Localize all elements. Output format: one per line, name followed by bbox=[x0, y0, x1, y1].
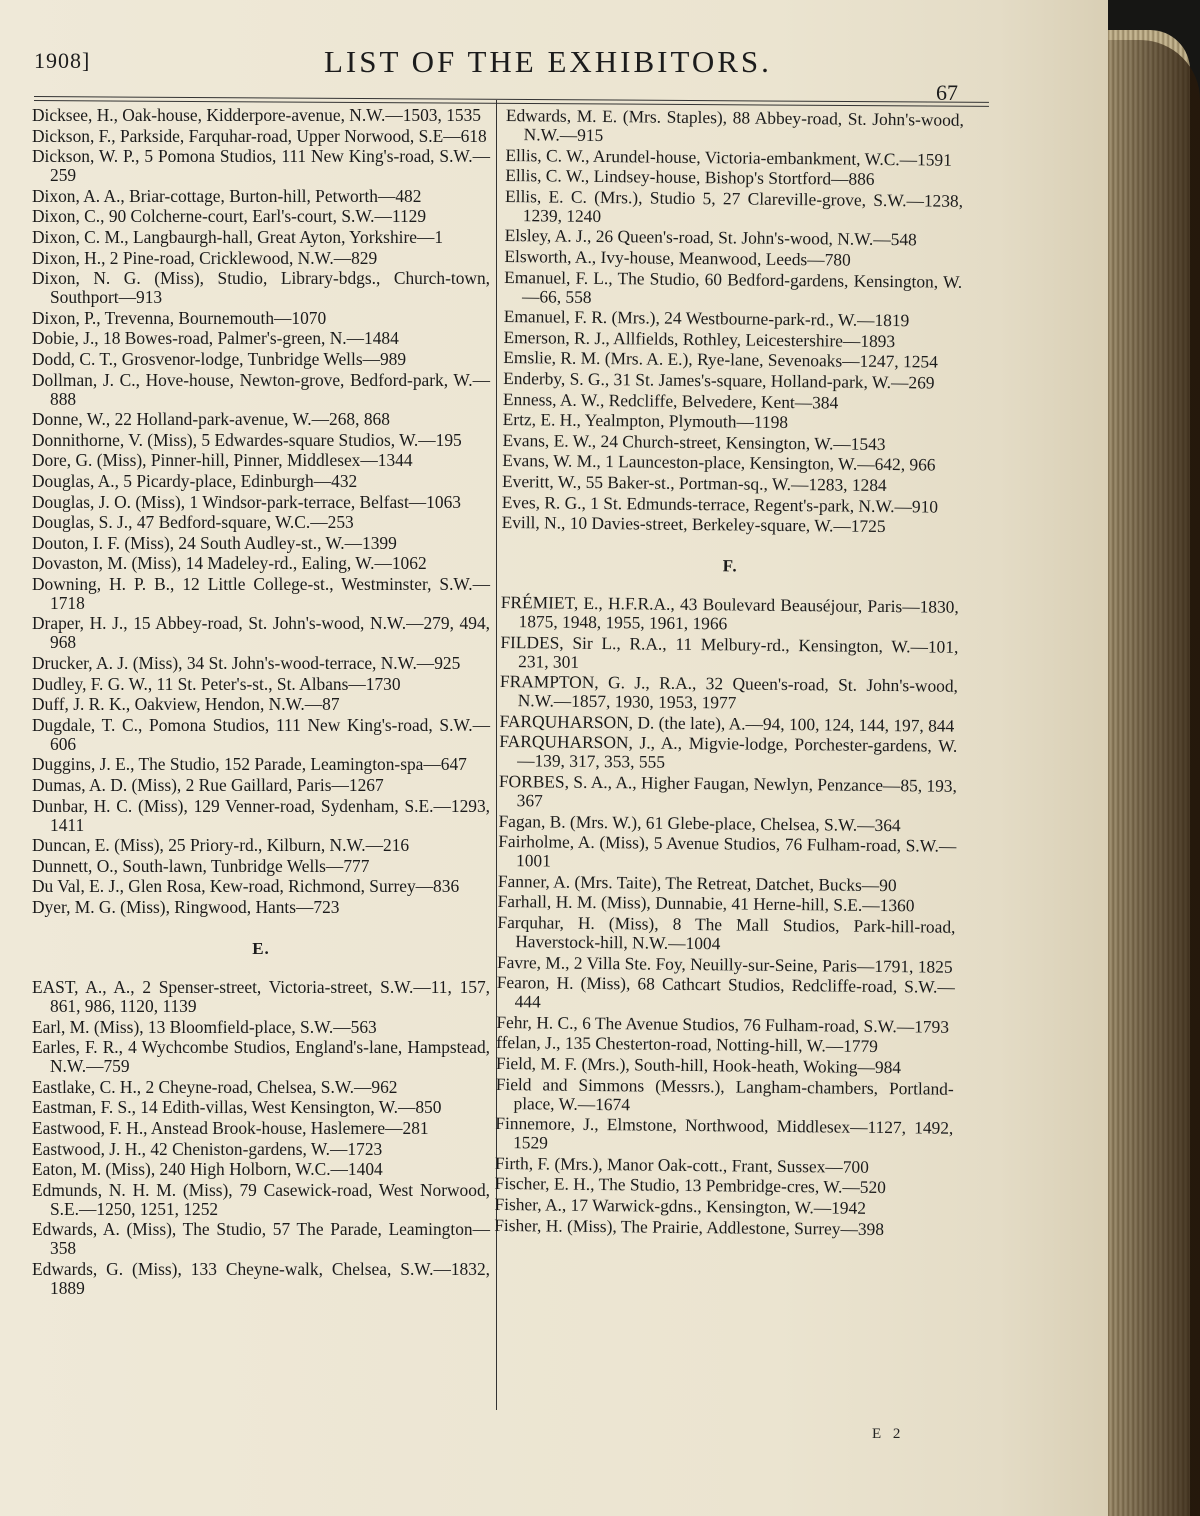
exhibitor-entry: Dunnett, O., South-lawn, Tunbridge Wells—777 bbox=[32, 855, 370, 876]
exhibitor-entry: Dobie, J., 18 Bowes-road, Palmer's-green, N.—1484 bbox=[32, 328, 399, 349]
header-year: 1908] bbox=[34, 48, 91, 73]
exhibitor-entry: Edwards, M. E. (Mrs. Staples), 88 Abbey-road, St. John's-wood, N.W.—915 bbox=[505, 105, 964, 146]
exhibitor-entry: FARQUHARSON, J., A., Migvie-lodge, Porchester-gardens, W.—139, 317, 353, 555 bbox=[499, 731, 958, 773]
exhibitor-entry: Ellis, C. W., Arundel-house, Victoria-embankment, W.C.—1591 bbox=[505, 144, 952, 170]
section-heading-f: F. bbox=[722, 556, 738, 576]
exhibitor-list-f bbox=[494, 593, 959, 1239]
exhibitor-entry: Everitt, W., 55 Baker-st., Portman-sq., W.—1283, 1284 bbox=[501, 470, 887, 495]
exhibitor-entry: FARQUHARSON, D. (the late), A.—94, 100, 124, 144, 197, 844 bbox=[499, 710, 955, 736]
exhibitor-entry: Duggins, J. E., The Studio, 152 Parade, Leamington-spa—647 bbox=[32, 754, 467, 775]
exhibitor-entry: Ertz, E. H., Yealmpton, Plymouth—1198 bbox=[502, 409, 789, 433]
exhibitor-entry: Finnemore, J., Elmstone, Northwood, Middlesex—1127, 1492, 1529 bbox=[495, 1113, 954, 1153]
exhibitor-entry: Dore, G. (Miss), Pinner-hill, Pinner, Middlesex—1344 bbox=[32, 450, 413, 471]
exhibitor-entry: Dovaston, M. (Miss), 14 Madeley-rd., Ealing, W.—1062 bbox=[32, 553, 427, 574]
signature-mark: E 2 bbox=[872, 1426, 905, 1442]
exhibitor-entry: FRÉMIET, E., H.F.R.A., 43 Boulevard Beauséjour, Paris—1830, 1875, 1948, 1955, 1961, 1966 bbox=[500, 592, 959, 634]
exhibitor-entry: Ellis, E. C. (Mrs.), Studio 5, 27 Clareville-grove, S.W.—1238, 1239, 1240 bbox=[504, 185, 964, 226]
exhibitor-entry: Eastman, F. S., 14 Edith-villas, West Kensington, W.—850 bbox=[32, 1097, 442, 1118]
exhibitor-entry: Farhall, H. M. (Miss), Dunnabie, 41 Herne-hill, S.E.—1360 bbox=[497, 891, 915, 916]
exhibitor-entry: Fischer, E. H., The Studio, 13 Pembridge-cres, W.—520 bbox=[494, 1173, 887, 1198]
exhibitor-entry: Dixon, N. G. (Miss), Studio, Library-bdgs., Church-town, Southport—913 bbox=[32, 268, 490, 308]
exhibitor-entry: Eastlake, C. H., 2 Cheyne-road, Chelsea, S.W.—962 bbox=[32, 1076, 398, 1097]
exhibitor-entry: Dixon, C. M., Langbaurgh-hall, Great Ayton, Yorkshire—1 bbox=[32, 226, 444, 247]
exhibitor-entry: Douglas, J. O. (Miss), 1 Windsor-park-terrace, Belfast—1063 bbox=[32, 491, 461, 512]
exhibitor-entry: Fisher, H. (Miss), The Prairie, Addlestone, Surrey—398 bbox=[494, 1214, 885, 1239]
exhibitor-entry: Emerson, R. J., Allfields, Rothley, Leicestershire—1893 bbox=[503, 326, 896, 351]
exhibitor-entry: Downing, H. P. B., 12 Little College-st., Westminster, S.W.—1718 bbox=[32, 573, 490, 613]
exhibitor-entry: ffelan, J., 135 Chesterton-road, Notting-hill, W.—1779 bbox=[496, 1032, 879, 1057]
exhibitor-entry: Emanuel, F. L., The Studio, 60 Bedford-gardens, Kensington, W.—66, 558 bbox=[504, 266, 963, 307]
exhibitor-entry: Donnithorne, V. (Miss), 5 Edwardes-square Studios, W.—195 bbox=[32, 429, 462, 450]
exhibitor-entry: Duff, J. R. K., Oakview, Hendon, N.W.—87 bbox=[32, 694, 340, 715]
exhibitor-entry: Fanner, A. (Mrs. Taite), The Retreat, Datchet, Bucks—90 bbox=[497, 870, 897, 895]
exhibitor-entry: Fairholme, A. (Miss), 5 Avenue Studios, 76 Fulham-road, S.W.—1001 bbox=[498, 831, 957, 871]
exhibitor-entry: Evans, E. W., 24 Church-street, Kensington, W.—1543 bbox=[502, 429, 886, 454]
exhibitor-entry: Eastwood, J. H., 42 Cheniston-gardens, W.—1723 bbox=[32, 1138, 383, 1159]
exhibitor-entry: Dickson, F., Parkside, Farquhar-road, Upper Norwood, S.E—618 bbox=[32, 125, 487, 146]
exhibitor-entry: Dyer, M. G. (Miss), Ringwood, Hants—723 bbox=[32, 897, 340, 917]
exhibitor-entry: Evill, N., 10 Davies-street, Berkeley-square, W.—1725 bbox=[501, 512, 886, 537]
book-spine-shadow bbox=[1100, 40, 1200, 1516]
exhibitor-entry: Evans, W. M., 1 Launceston-place, Kensington, W.—642, 966 bbox=[502, 450, 936, 475]
exhibitor-entry: FILDES, Sir L., R.A., 11 Melbury-rd., Kensington, W.—101, 231, 301 bbox=[500, 631, 959, 672]
exhibitor-entry: Elsworth, A., Ivy-house, Meanwood, Leeds—780 bbox=[504, 245, 851, 270]
exhibitor-entry: Enness, A. W., Redcliffe, Belvedere, Kent—384 bbox=[502, 388, 839, 413]
exhibitor-entry: Favre, M., 2 Villa Ste. Foy, Neuilly-sur-Seine, Paris—1791, 1825 bbox=[496, 951, 953, 977]
exhibitor-entry: Dudley, F. G. W., 11 St. Peter's-st., St. Albans—1730 bbox=[32, 673, 401, 694]
exhibitor-list-e bbox=[32, 978, 490, 1298]
exhibitor-entry: Donne, W., 22 Holland-park-avenue, W.—268, 868 bbox=[32, 409, 390, 430]
exhibitor-entry: Earl, M. (Miss), 13 Bloomfield-place, S.W.—563 bbox=[32, 1016, 377, 1037]
exhibitor-entry: Dugdale, T. C., Pomona Studios, 111 New King's-road, S.W.—606 bbox=[32, 714, 490, 754]
exhibitor-entry: Eaton, M. (Miss), 240 High Holborn, W.C.—1404 bbox=[32, 1159, 383, 1180]
exhibitor-entry: Edwards, G. (Miss), 133 Cheyne-walk, Chelsea, S.W.—1832, 1889 bbox=[32, 1258, 490, 1298]
section-heading-e: E. bbox=[252, 939, 270, 958]
exhibitor-list-e-continued bbox=[502, 106, 964, 537]
exhibitor-entry: Fisher, A., 17 Warwick-gdns., Kensington, W.—1942 bbox=[494, 1193, 867, 1218]
exhibitor-entry: Du Val, E. J., Glen Rosa, Kew-road, Richmond, Surrey—836 bbox=[32, 876, 460, 897]
exhibitor-entry: Dicksee, H., Oak-house, Kidderpore-avenue, N.W.—1503, 1535 bbox=[32, 105, 481, 125]
exhibitor-entry: Duncan, E. (Miss), 25 Priory-rd., Kilburn, N.W.—216 bbox=[32, 835, 410, 856]
exhibitor-list-d bbox=[32, 106, 490, 917]
exhibitor-entry: Dodd, C. T., Grosvenor-lodge, Tunbridge Wells—989 bbox=[32, 348, 407, 369]
exhibitor-entry: Fagan, B. (Mrs. W.), 61 Glebe-place, Chelsea, S.W.—364 bbox=[498, 810, 901, 835]
exhibitor-entry: Dollman, J. C., Hove-house, Newton-grove, Bedford-park, W.—888 bbox=[32, 369, 490, 409]
exhibitor-entry: Eastwood, F. H., Anstead Brook-house, Haslemere—281 bbox=[32, 1117, 429, 1138]
exhibitor-entry: Ellis, C. W., Lindsey-house, Bishop's Stortford—886 bbox=[505, 165, 875, 190]
left-column bbox=[32, 106, 490, 1300]
exhibitor-entry: Dixon, P., Trevenna, Bournemouth—1070 bbox=[32, 307, 327, 328]
exhibitor-entry: Enderby, S. G., 31 St. James's-square, Holland-park, W.—269 bbox=[503, 367, 935, 393]
exhibitor-entry: Earles, F. R., 4 Wychcombe Studios, England's-lane, Hampstead, N.W.—759 bbox=[32, 1037, 490, 1077]
exhibitor-entry: Field, M. F. (Mrs.), South-hill, Hook-heath, Woking—984 bbox=[495, 1052, 902, 1078]
page-title: LIST OF THE EXHIBITORS. bbox=[324, 44, 772, 79]
exhibitor-entry: Farquhar, H. (Miss), 8 The Mall Studios, Park-hill-road, Haverstock-hill, N.W.—1004 bbox=[497, 911, 956, 954]
exhibitor-entry: Emslie, R. M. (Mrs. A. E.), Rye-lane, Sevenoaks—1247, 1254 bbox=[503, 347, 938, 372]
exhibitor-entry: Draper, H. J., 15 Abbey-road, St. John's-wood, N.W.—279, 494, 968 bbox=[32, 613, 490, 653]
exhibitor-entry: Dickson, W. P., 5 Pomona Studios, 111 New King's-road, S.W.—259 bbox=[32, 146, 490, 186]
exhibitor-entry: Dixon, A. A., Briar-cottage, Burton-hill, Petworth—482 bbox=[32, 185, 422, 206]
exhibitor-entry: Douglas, S. J., 47 Bedford-square, W.C.—253 bbox=[32, 512, 354, 533]
exhibitor-entry: Edmunds, N. H. M. (Miss), 79 Casewick-road, West Norwood, S.E.—1250, 1251, 1252 bbox=[32, 1179, 490, 1219]
exhibitor-entry: Dunbar, H. C. (Miss), 129 Venner-road, Sydenham, S.E.—1293, 1411 bbox=[32, 795, 490, 835]
exhibitor-entry: Dixon, C., 90 Colcherne-court, Earl's-court, S.W.—1129 bbox=[32, 206, 427, 227]
exhibitor-entry: Fearon, H. (Miss), 68 Cathcart Studios, Redcliffe-road, S.W.—444 bbox=[496, 972, 955, 1012]
exhibitor-entry: Elsley, A. J., 26 Queen's-road, St. John's-wood, N.W.—548 bbox=[504, 225, 917, 250]
exhibitor-entry: Drucker, A. J. (Miss), 34 St. John's-wood-terrace, N.W.—925 bbox=[32, 653, 461, 674]
exhibitor-entry: Dixon, H., 2 Pine-road, Cricklewood, N.W.—829 bbox=[32, 247, 378, 268]
exhibitor-entry: Edwards, A. (Miss), The Studio, 57 The Parade, Leamington—358 bbox=[32, 1219, 490, 1259]
page-header bbox=[34, 44, 1034, 104]
exhibitor-entry: EAST, A., A., 2 Spenser-street, Victoria-street, S.W.—11, 157, 861, 986, 1120, 1139 bbox=[32, 977, 490, 1016]
exhibitor-entry: Field and Simmons (Messrs.), Langham-chambers, Portland-place, W.—1674 bbox=[495, 1073, 954, 1114]
page-number: 67 bbox=[936, 80, 958, 105]
exhibitor-entry: FORBES, S. A., A., Higher Faugan, Newlyn, Penzance—85, 193, 367 bbox=[498, 771, 958, 811]
exhibitor-entry: Eves, R. G., 1 St. Edmunds-terrace, Regent's-park, N.W.—910 bbox=[501, 491, 939, 517]
right-column bbox=[494, 106, 964, 1241]
exhibitor-entry: Douglas, A., 5 Picardy-place, Edinburgh—432 bbox=[32, 470, 358, 491]
exhibitor-entry: Emanuel, F. R. (Mrs.), 24 Westbourne-park-rd., W.—1819 bbox=[503, 306, 910, 331]
exhibitor-entry: FRAMPTON, G. J., R.A., 32 Queen's-road, St. John's-wood, N.W.—1857, 1930, 1953, 1977 bbox=[499, 671, 959, 713]
exhibitor-entry: Firth, F. (Mrs.), Manor Oak-cott., Frant, Sussex—700 bbox=[494, 1152, 869, 1177]
exhibitor-entry: Douton, I. F. (Miss), 24 South Audley-st., W.—1399 bbox=[32, 532, 397, 553]
exhibitor-entry: Fehr, H. C., 6 The Avenue Studios, 76 Fulham-road, S.W.—1793 bbox=[496, 1011, 950, 1037]
exhibitor-entry: Dumas, A. D. (Miss), 2 Rue Gaillard, Paris—1267 bbox=[32, 775, 384, 796]
